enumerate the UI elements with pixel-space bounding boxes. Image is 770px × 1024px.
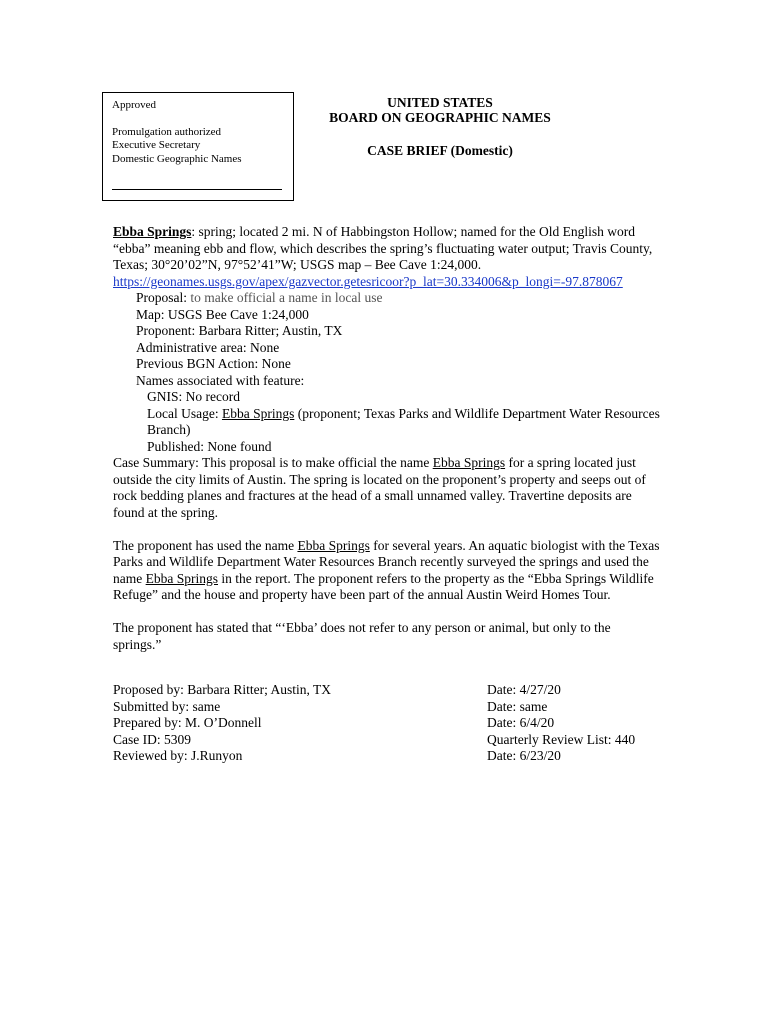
summary-paragraph-1 (113, 455, 661, 521)
prepared-by: Prepared by: M. O’Donnell (113, 715, 262, 730)
local-usage-line (113, 406, 661, 439)
reviewed-date: Date: 6/23/20 (487, 748, 561, 763)
summary-p2-name1: Ebba Springs (297, 537, 370, 553)
proposal-value: to make official a name in local use (190, 290, 383, 305)
summary-p2-c: in the report. The proponent refers to the property as the “Ebba Springs Wildlife Refuge” and the house and property have been part of the annual Austin Weird Homes Tour. (113, 570, 654, 602)
proposed-by: Proposed by: Barbara Ritter; Austin, TX (113, 682, 331, 697)
summary-paragraph-2 (113, 538, 661, 604)
entry-description: : spring; located 2 mi. N of Habbingston Hollow; named for the Old English word “ebba” meaning ebb and flow, which describes the spring’s fluctuating water output; Travis County, Texas; 30°20’02”N, 97°52’41”W; USGS map – Bee Cave 1:24,000. (113, 224, 653, 272)
domestic-names-line: Domestic Geographic Names (112, 152, 242, 165)
gnis-line: GNIS: No record (147, 389, 240, 404)
gnis-link[interactable]: https://geonames.usgs.gov/apex/gazvector.getesricoor?p_lat=30.334006&p_longi=-97.878067 (113, 273, 623, 289)
footer-row (113, 682, 661, 699)
footer-row (113, 715, 661, 732)
footer-row (113, 732, 661, 749)
admin-area-line: Administrative area: None (136, 339, 280, 355)
summary-p2-a: The proponent has used the name (113, 537, 298, 553)
header-united-states: UNITED STATES (387, 95, 493, 110)
header-case-brief: CASE BRIEF (Domestic) (367, 143, 513, 158)
submitted-date: Date: same (487, 698, 548, 714)
proposal-line (113, 290, 661, 307)
summary-p2-name2: Ebba Springs (145, 570, 218, 586)
header-board-name: BOARD ON GEOGRAPHIC NAMES (329, 110, 551, 125)
reviewed-by: Reviewed by: J.Runyon (113, 748, 243, 763)
footer-row (113, 699, 661, 716)
published-line: Published: None found (147, 438, 272, 454)
executive-secretary-line: Executive Secretary (112, 139, 201, 151)
summary-p1-name: Ebba Springs (432, 455, 506, 470)
previous-action-line: Previous BGN Action: None (136, 356, 291, 371)
summary-p1-a: Case Summary: This proposal is to make official the name (113, 455, 433, 470)
summary-paragraph-3: The proponent has stated that “‘Ebba’ does not refer to any person or animal, but only to the springs.” (113, 620, 611, 652)
case-content (113, 224, 661, 653)
footer-row (113, 748, 661, 765)
local-usage-rest: (proponent; Texas Parks and Wildlife Department Water Resources Branch) (147, 405, 660, 437)
map-line: Map: USGS Bee Cave 1:24,000 (136, 306, 309, 322)
submitted-by: Submitted by: same (113, 698, 221, 714)
quarterly-review-list: Quarterly Review List: 440 (487, 731, 636, 747)
entry-paragraph (113, 224, 661, 290)
signature-line (112, 189, 282, 190)
names-associated-line: Names associated with feature: (136, 372, 305, 388)
summary-p2-b: for several years. An aquatic biologist with the Texas Parks and Wildlife Department Water Resources Branch recently surveyed the springs and used the name (113, 537, 660, 586)
case-footer (113, 682, 661, 765)
local-usage-label: Local Usage: (147, 405, 222, 421)
proponent-line: Proponent: Barbara Ritter; Austin, TX (136, 323, 343, 338)
proposal-label: Proposal: (136, 290, 191, 305)
prepared-date: Date: 6/4/20 (487, 715, 555, 730)
case-id: Case ID: 5309 (113, 731, 191, 747)
proposed-date: Date: 4/27/20 (487, 682, 561, 697)
promulgation-line: Promulgation authorized (112, 125, 222, 138)
approval-box (102, 92, 294, 201)
entry-name: Ebba Springs (113, 224, 192, 239)
summary-p1-b: for a spring located just outside the city limits of Austin. The spring is located on the proponent’s property and seeps out of rock bedding planes and fractures at the head of a small unnamed valley. Travertine deposits are found at the spring. (113, 455, 646, 520)
approved-label: Approved (112, 99, 156, 111)
local-usage-name: Ebba Springs (221, 405, 295, 421)
